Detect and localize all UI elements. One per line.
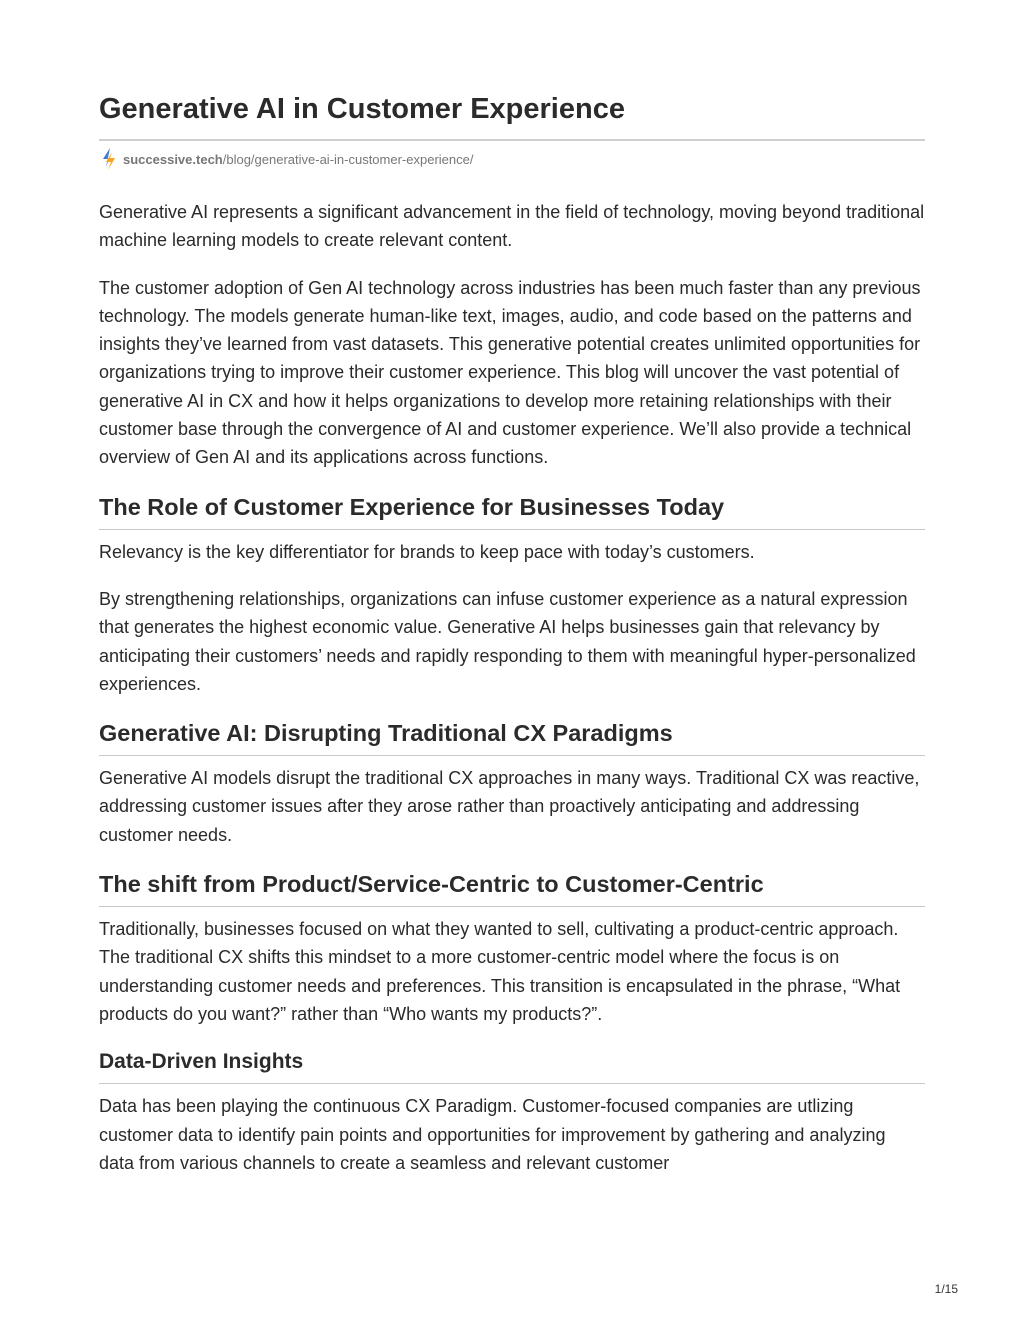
source-domain: successive.tech (123, 151, 223, 167)
section-paragraph: By strengthening relationships, organizations can infuse customer experience as a natural expression that generates the highest economic value. Generative AI helps businesses gain that relevancy by anticipating their customers’ needs and rapidly responding to them with meaningful hyper-personalized experiences. (99, 588, 916, 694)
section-paragraph: Relevancy is the key differentiator for brands to keep pace with today’s customers. (99, 541, 755, 562)
intro-paragraph: Generative AI represents a significant advancement in the field of technology, moving beyond traditional machine learning models to create relevant content. (99, 202, 925, 251)
source-link[interactable] (100, 147, 473, 171)
page-number: 1/15 (934, 1282, 958, 1296)
subsection-heading: Data-Driven Insights (99, 1047, 925, 1084)
section-paragraph: Generative AI models disrupt the traditional CX approaches in many ways. Traditional CX was reactive, addressing customer issues after they arose rather than proactively anticipating and addressing customer needs. (99, 768, 920, 845)
section-heading: Generative AI: Disrupting Traditional CX Paradigms (99, 717, 925, 756)
source-path: /blog/generative-ai-in-customer-experience/ (222, 151, 474, 167)
intro-paragraph: The customer adoption of Gen AI technology across industries has been much faster than any previous technology. The models generate human-like text, images, audio, and code based on the patterns and insights they’ve learned from vast datasets. This generative potential creates unlimited opportunities for organizations trying to improve their customer experience. This blog will uncover the vast potential of generative AI in CX and how it helps organizations to develop more retaining relationships with their customer base through the convergence of AI and customer experience. We’ll also provide a technical overview of Gen AI and its applications across functions. (99, 277, 921, 468)
section-paragraph: Traditionally, businesses focused on what they wanted to sell, cultivating a product-centric approach. The traditional CX shifts this mindset to a more customer-centric model where the focus is on understanding customer needs and preferences. This transition is encapsulated in the phrase, “What products do you want?” rather than “Who wants my products?”. (99, 919, 901, 1024)
section-heading: The shift from Product/Service-Centric to Customer-Centric (99, 868, 925, 907)
section-heading: The Role of Customer Experience for Businesses Today (99, 491, 925, 530)
article-body (99, 198, 925, 1196)
page-title: Generative AI in Customer Experience (99, 93, 625, 125)
section-paragraph: Data has been playing the continuous CX Paradigm. Customer-focused companies are utlizing customer data to identify pain points and opportunities for improvement by gathering and analyzing data from various channels to create a seamless and relevant customer (99, 1096, 886, 1173)
successive-logo-icon (100, 147, 118, 171)
title-divider (99, 139, 925, 141)
